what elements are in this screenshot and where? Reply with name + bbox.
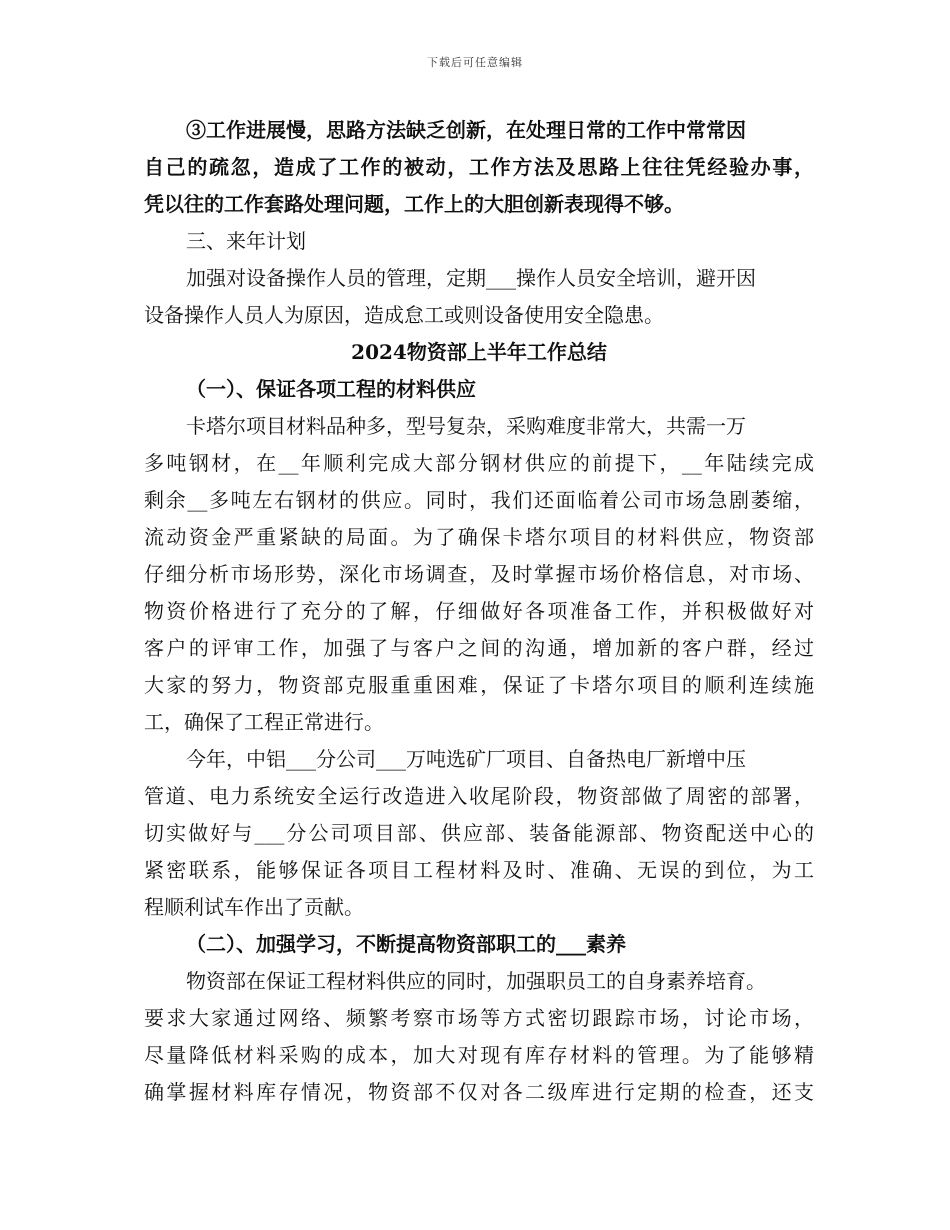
paragraph-line: 物资价格进行了充分的了解，仔细做好各项准备工作，并积极做好对 [144, 599, 814, 623]
paragraph-line: 多吨钢材，在__年顺利完成大部分钢材供应的前提下，__年陆续完成 [144, 451, 814, 475]
paragraph-line: 工，确保了工程正常进行。 [144, 710, 384, 734]
paragraph-line: 仔细分析市场形势，深化市场调查，及时掌握市场价格信息，对市场、 [144, 562, 814, 586]
paragraph-line: 要求大家通过网络、频繁考察市场等方式密切跟踪市场，讨论市场， [144, 1006, 814, 1030]
document-title: 2024物资部上半年工作总结 [351, 340, 607, 364]
paragraph-line: 切实做好与___分公司项目部、供应部、装备能源部、物资配送中心的 [144, 821, 814, 845]
paragraph-line: 程顺利试车作出了贡献。 [144, 895, 364, 919]
section-heading: （二）、加强学习，不断提高物资部职工的___素养 [186, 932, 626, 956]
paragraph-line: 凭以往的工作套路处理问题，工作上的大胆创新表现得不够。 [144, 192, 684, 216]
paragraph-line: 加强对设备操作人员的管理，定期___操作人员安全培训，避开因 [186, 266, 756, 290]
paragraph-line: 确掌握材料库存情况，物资部不仅对各二级库进行定期的检查，还支 [144, 1080, 814, 1104]
paragraph-line: 剩余__多吨左右钢材的供应。同时，我们还面临着公司市场急剧萎缩， [144, 488, 814, 512]
paragraph-line: 尽量降低材料采购的成本，加大对现有库存材料的管理。为了能够精 [144, 1043, 814, 1067]
paragraph-line: 管道、电力系统安全运行改造进入收尾阶段，物资部做了周密的部署， [144, 784, 814, 808]
section-heading: （一）、保证各项工程的材料供应 [186, 377, 476, 401]
paragraph-line: 大家的努力，物资部克服重重困难，保证了卡塔尔项目的顺利连续施 [144, 673, 814, 697]
paragraph-line: 设备操作人员人为原因，造成怠工或则设备使用安全隐患。 [144, 303, 664, 327]
paragraph-line: 客户的评审工作，加强了与客户之间的沟通，增加新的客户群，经过 [144, 636, 814, 660]
paragraph-line: 物资部在保证工程材料供应的同时，加强职员工的自身素养培育。 [186, 969, 766, 993]
paragraph-line: 流动资金严重紧缺的局面。为了确保卡塔尔项目的材料供应，物资部 [144, 525, 814, 549]
document-body [144, 112, 814, 1111]
page-header-note: 下载后可任意编辑 [427, 56, 523, 69]
paragraph-line: ③工作进展慢，思路方法缺乏创新，在处理日常的工作中常常因 [186, 118, 746, 142]
section-heading: 三、来年计划 [186, 229, 306, 253]
paragraph-line: 自己的疏忽，造成了工作的被动，工作方法及思路上往往凭经验办事， [144, 155, 814, 179]
paragraph-line: 卡塔尔项目材料品种多，型号复杂，采购难度非常大，共需一万 [186, 414, 746, 438]
paragraph-line: 紧密联系，能够保证各项目工程材料及时、准确、无误的到位，为工 [144, 858, 814, 882]
paragraph-line: 今年，中铝___分公司___万吨选矿厂项目、自备热电厂新增中压 [186, 747, 746, 771]
